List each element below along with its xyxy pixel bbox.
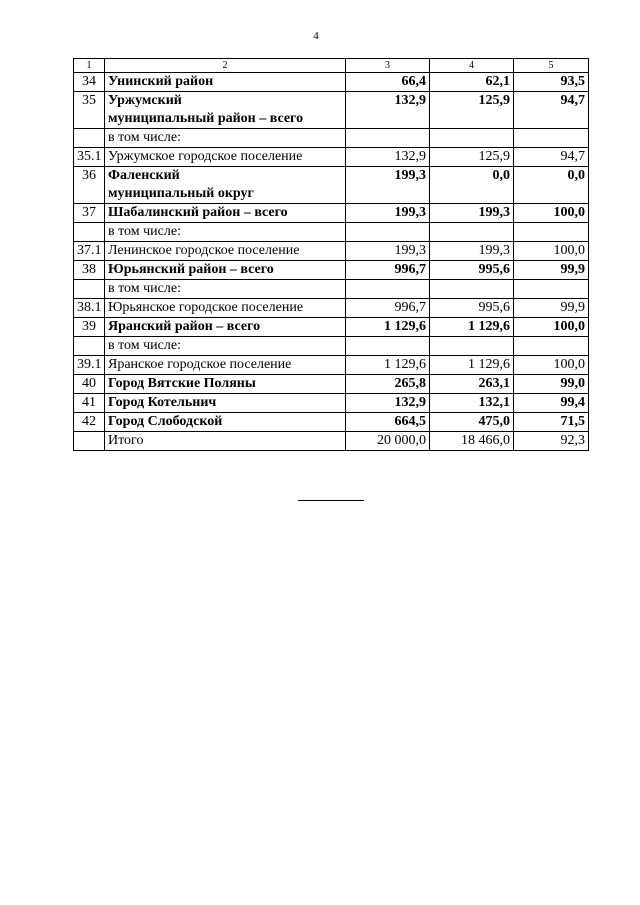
header-cell-5: 5 <box>514 59 589 73</box>
row-value-col3 <box>346 129 430 148</box>
row-value-col3: 996,7 <box>346 299 430 318</box>
row-name: Уржумское городское поселение <box>105 148 346 167</box>
table-row <box>74 129 589 148</box>
row-number: 39 <box>74 318 105 337</box>
row-value-col4 <box>430 223 514 242</box>
table-row <box>74 204 589 223</box>
row-value-col4: 1 129,6 <box>430 356 514 375</box>
row-value-col5 <box>514 337 589 356</box>
row-number: 38 <box>74 261 105 280</box>
row-value-col4: 125,9 <box>430 92 514 129</box>
row-value-col3 <box>346 280 430 299</box>
row-value-col4: 475,0 <box>430 413 514 432</box>
row-name: Фаленский муниципальный округ <box>105 167 346 204</box>
table-row <box>74 394 589 413</box>
row-name: Юрьянский район – всего <box>105 261 346 280</box>
row-name: Яранский район – всего <box>105 318 346 337</box>
table-row <box>74 299 589 318</box>
row-name: в том числе: <box>105 223 346 242</box>
row-value-col5: 99,9 <box>514 299 589 318</box>
row-value-col5: 100,0 <box>514 318 589 337</box>
row-number: 41 <box>74 394 105 413</box>
row-value-col4: 125,9 <box>430 148 514 167</box>
row-value-col5: 94,7 <box>514 92 589 129</box>
row-value-col4: 132,1 <box>430 394 514 413</box>
row-value-col3: 132,9 <box>346 148 430 167</box>
row-number <box>74 432 105 451</box>
row-value-col3: 199,3 <box>346 242 430 261</box>
row-name: Шабалинский район – всего <box>105 204 346 223</box>
row-value-col5: 100,0 <box>514 356 589 375</box>
table-row <box>74 375 589 394</box>
row-value-col5 <box>514 129 589 148</box>
header-cell-4: 4 <box>430 59 514 73</box>
row-value-col4: 263,1 <box>430 375 514 394</box>
table-row <box>74 148 589 167</box>
table-row <box>74 261 589 280</box>
row-name: Город Слободской <box>105 413 346 432</box>
row-value-col3 <box>346 223 430 242</box>
row-value-col4 <box>430 129 514 148</box>
row-name: в том числе: <box>105 280 346 299</box>
row-value-col4: 995,6 <box>430 299 514 318</box>
row-name: Итого <box>105 432 346 451</box>
row-number: 36 <box>74 167 105 204</box>
table-row <box>74 92 589 129</box>
row-number: 40 <box>74 375 105 394</box>
row-name: Город Котельнич <box>105 394 346 413</box>
row-value-col5: 0,0 <box>514 167 589 204</box>
table-row <box>74 242 589 261</box>
row-value-col3: 1 129,6 <box>346 356 430 375</box>
row-value-col4 <box>430 280 514 299</box>
row-value-col3: 20 000,0 <box>346 432 430 451</box>
row-number: 34 <box>74 73 105 92</box>
row-value-col3 <box>346 337 430 356</box>
table-row <box>74 356 589 375</box>
row-value-col4: 1 129,6 <box>430 318 514 337</box>
table-row <box>74 337 589 356</box>
row-number <box>74 129 105 148</box>
page-number: 4 <box>313 30 319 42</box>
header-row <box>74 59 589 73</box>
row-number: 35.1 <box>74 148 105 167</box>
row-value-col4 <box>430 337 514 356</box>
table-row <box>74 280 589 299</box>
row-value-col5 <box>514 223 589 242</box>
table-row <box>74 318 589 337</box>
row-number <box>74 280 105 299</box>
row-number: 38.1 <box>74 299 105 318</box>
row-value-col3: 199,3 <box>346 167 430 204</box>
row-name: Юрьянское городское поселение <box>105 299 346 318</box>
row-number <box>74 337 105 356</box>
table-row <box>74 223 589 242</box>
row-value-col5: 99,9 <box>514 261 589 280</box>
row-number <box>74 223 105 242</box>
row-number: 39.1 <box>74 356 105 375</box>
row-value-col4: 0,0 <box>430 167 514 204</box>
row-name: Уржумский муниципальный район – всего <box>105 92 346 129</box>
row-number: 35 <box>74 92 105 129</box>
row-value-col4: 199,3 <box>430 242 514 261</box>
header-cell-3: 3 <box>346 59 430 73</box>
row-value-col3: 66,4 <box>346 73 430 92</box>
row-value-col5: 93,5 <box>514 73 589 92</box>
table-row <box>74 73 589 92</box>
row-number: 37 <box>74 204 105 223</box>
row-value-col5: 100,0 <box>514 242 589 261</box>
table-row <box>74 432 589 451</box>
row-value-col5 <box>514 280 589 299</box>
row-name: Ленинское городское поселение <box>105 242 346 261</box>
row-number: 42 <box>74 413 105 432</box>
row-number: 37.1 <box>74 242 105 261</box>
row-value-col5: 99,4 <box>514 394 589 413</box>
row-value-col5: 94,7 <box>514 148 589 167</box>
row-value-col3: 199,3 <box>346 204 430 223</box>
table-row <box>74 167 589 204</box>
row-value-col3: 132,9 <box>346 92 430 129</box>
header-cell-1: 1 <box>74 59 105 73</box>
row-value-col3: 265,8 <box>346 375 430 394</box>
row-value-col5: 100,0 <box>514 204 589 223</box>
row-name: Город Вятские Поляны <box>105 375 346 394</box>
row-name: Яранское городское поселение <box>105 356 346 375</box>
end-rule <box>298 500 364 501</box>
row-value-col4: 18 466,0 <box>430 432 514 451</box>
row-value-col3: 1 129,6 <box>346 318 430 337</box>
row-name: Унинский район <box>105 73 346 92</box>
row-value-col5: 92,3 <box>514 432 589 451</box>
row-value-col5: 99,0 <box>514 375 589 394</box>
row-value-col3: 996,7 <box>346 261 430 280</box>
allocation-table <box>73 58 589 451</box>
row-name: в том числе: <box>105 129 346 148</box>
row-value-col3: 132,9 <box>346 394 430 413</box>
table-body <box>74 59 589 451</box>
row-value-col3: 664,5 <box>346 413 430 432</box>
row-value-col4: 199,3 <box>430 204 514 223</box>
row-value-col4: 995,6 <box>430 261 514 280</box>
row-value-col5: 71,5 <box>514 413 589 432</box>
header-cell-2: 2 <box>105 59 346 73</box>
row-value-col4: 62,1 <box>430 73 514 92</box>
row-name: в том числе: <box>105 337 346 356</box>
table-row <box>74 413 589 432</box>
